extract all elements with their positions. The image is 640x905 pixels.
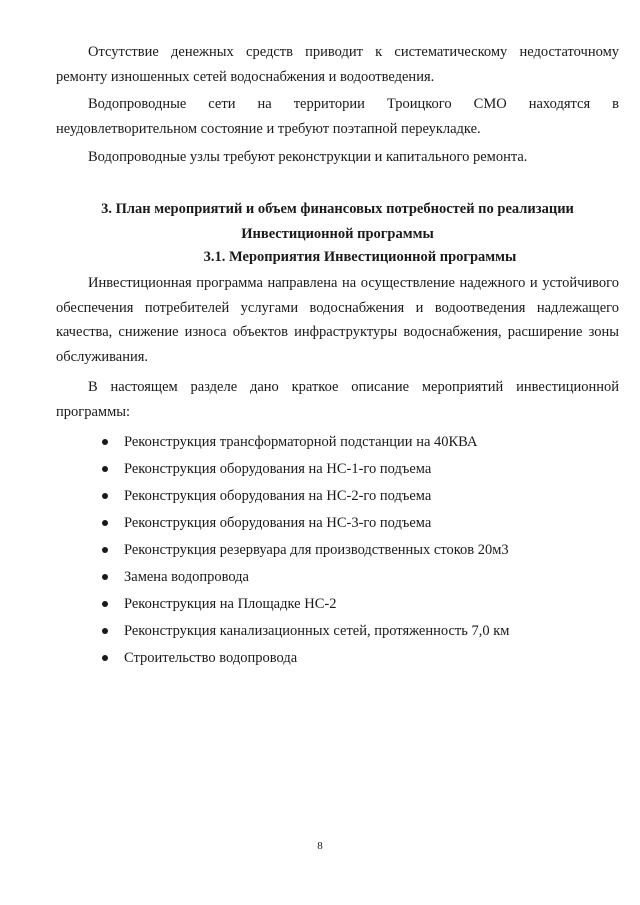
list-item (98, 646, 618, 673)
list-item-text: Реконструкция оборудования на НС-1-го подъема (124, 461, 432, 477)
list-item (98, 511, 618, 538)
paragraph-section-intro: В настоящем разделе дано краткое описание мероприятий инвестиционной программы: (56, 379, 619, 420)
bullet-icon (102, 655, 108, 661)
list-item-text: Реконструкция резервуара для производственных стоков 20м3 (124, 542, 509, 558)
list-item (98, 565, 618, 592)
list-item (98, 457, 618, 484)
list-item (98, 430, 618, 457)
list-item-text: Реконструкция на Площадке НС-2 (124, 596, 337, 612)
bullet-icon (102, 601, 108, 607)
bullet-icon (102, 439, 108, 445)
paragraph-program-goal: Инвестиционная программа направлена на осуществление надежного и устойчивого обеспечения потребителей услугами водоснабжения и водоотведения надлежащего качества, снижение износа объектов инфраструктуры водоснабжения, расширение зоны обслуживания. (56, 275, 619, 365)
list-item-text: Реконструкция канализационных сетей, протяженность 7,0 км (124, 623, 510, 639)
subsection-heading: 3.1. Мероприятия Инвестиционной программы (203, 249, 517, 265)
bullet-icon (102, 520, 108, 526)
list-item-text: Реконструкция оборудования на НС-3-го подъема (124, 515, 432, 531)
bullet-icon (102, 628, 108, 634)
bullet-icon (102, 493, 108, 499)
bullet-icon (102, 547, 108, 553)
list-item (98, 592, 618, 619)
section-heading: 3. План мероприятий и объем финансовых потребностей по реализации Инвестиционной программы (101, 201, 574, 242)
measures-list (98, 430, 618, 673)
list-item-text: Реконструкция трансформаторной подстанции на 40КВА (124, 434, 478, 450)
bullet-icon (102, 574, 108, 580)
paragraph-funding: Отсутствие денежных средств приводит к систематическому недостаточному ремонту изношенных сетей водоснабжения и водоотведения. (56, 44, 619, 85)
list-item-text: Замена водопровода (124, 569, 249, 585)
list-item (98, 484, 618, 511)
list-item (98, 619, 618, 646)
list-item (98, 538, 618, 565)
paragraph-water-nodes: Водопроводные узлы требуют реконструкции и капитального ремонта. (88, 149, 528, 165)
bullet-icon (102, 466, 108, 472)
paragraph-water-networks: Водопроводные сети на территории Троицкого СМО находятся в неудовлетворительном состояние и требуют поэтапной переукладке. (56, 96, 619, 137)
list-item-text: Строительство водопровода (124, 650, 298, 666)
list-item-text: Реконструкция оборудования на НС-2-го подъема (124, 488, 432, 504)
page-number: 8 (317, 840, 323, 852)
